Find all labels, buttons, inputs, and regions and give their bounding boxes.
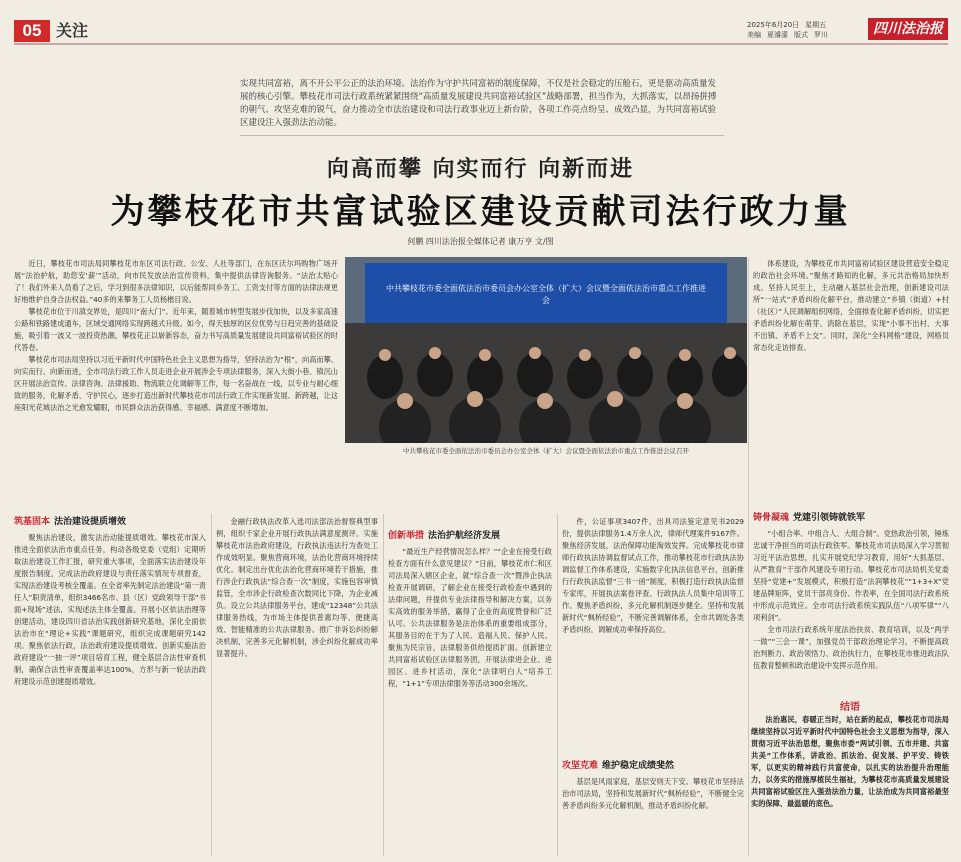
- column-rule: [557, 514, 558, 856]
- column-1: [14, 532, 206, 856]
- intro-paragraph-3: 攀枝花市司法局坚持以习近平新时代中国特色社会主义思想为指导，坚持法治为“根”，向高而攀、向实而行、向新而进，全市司法行政工作人员走进企业开展涉企专项法律服务，深入大街小巷、镇沉山区开展法治宣传、法律咨询、法律援助、物流联立化调解等工作，每一名奋战在一线，以专业与耐心细致的服务，化解矛盾、守护民心，逐步打造出新时代攀枝花市司法行政工作实现新发展、新跨越，让这座阳光花城法治之光愈发耀眼，市民群众法治获得感、幸福感、满意度不断增加。: [14, 355, 338, 412]
- intro-paragraph-2: 攀枝花市位于川滇交界处，是四川“南大门”。近年来，随着城市转型发展步伐加快，以及多家高速公路和铁路建成通车，区域交通网络实现跨越式升级。如今，得天独厚的区位优势与日趋完善的基础设施，吸引着一波又一波投资热潮，攀枝花正以崭新容态，奋力书写高质量发展建设共同富裕试验区的时代答卷。: [14, 307, 338, 352]
- section-heading-2: [388, 530, 500, 542]
- masthead-logo: 四川法治报: [868, 18, 948, 40]
- column-7-text: 全市司法行政系统年度法治扶贫、教育培训，以及“两学一做”“三会一课”，加强党员干部政治理论学习，不断提高政治判断力、政治领悟力、政治执行力，在攀枝花市推进政法队伍教育整顿和政治建设中发挥示范作用。: [753, 625, 949, 670]
- page-header: [0, 0, 961, 44]
- column-3: [388, 546, 552, 856]
- article-title: 为攀枝花市共富试验区建设贡献司法行政力量: [110, 192, 851, 232]
- section-title: 维护稳定成绩斐然: [602, 761, 675, 771]
- column-2: [216, 516, 378, 856]
- photo-banner-text: 中共攀枝花市委全面依法治市委员会办公室全体（扩大）会议暨全面依法治市重点工作推进会: [386, 284, 706, 305]
- issue-date: 2025年6月20日: [747, 21, 800, 29]
- section-keyword: 筑基固本: [14, 517, 51, 527]
- column-5-text: 体系建设，为攀枝花市共同富裕试验区建设营造安全稳定的政治社会环境。”聚焦才路知的化解，多元共治格局加快形成。坚持人民至上，主动融入基层社会治理，创新建设司法所“一站式”矛盾纠纷化解平台，推动建立“乡镇（街道）+村（社区）”人民调解组织网络，全面排查化解矛盾纠纷，切实把矛盾纠纷化解在萌芽、消除在基层，实现“小事不出村、大事不出镇、矛盾不上交”。同时，深化“全科网格”建设，网格员常态化走访排查。: [753, 259, 949, 352]
- layout-label: 版式: [794, 31, 808, 39]
- issue-meta: [747, 20, 867, 40]
- section-heading-3: [562, 760, 674, 772]
- column-1-text: 聚焦法治建设，激发法治动能提质增效。攀枝花市深入推进全面依法治市重点任务，构动各级党委（党组）定期听取法治建设工作汇报，研究重大事项，全面落实法治建设年度报告制度，完成法治政府建设与责任落实情况专项督查，实现法治建设考核全覆盖。在全省率先制定法治建设“第一责任人”职责清单，组织3466名市、县（区）党政领导干部“书面+现场”述法，实现述法主体全覆盖。开展小区依法治理等创建活动，建设四川省法治实践创新研究基地，深化全面依法治市在“理论+实践”课题研究，组织完成课题研究142项。聚焦依法行政，法治政府建设提质增效。创新实施法治政府建设“一抽一评”项目培育工程，健全基层合法性审查机制，确保合法性审查覆盖率达100%，方形与新一轮法治政府建设示范创建提质增效。: [14, 533, 206, 686]
- section-title: 法治护航经济发展: [428, 531, 501, 541]
- column-rule: [383, 514, 384, 856]
- conclusion-paragraph: 法治惠民，春暖正当时，站在新的起点，攀枝花市司法局继续坚持以习近平新时代中国特色社会主义思想为指导，深入贯彻习近平法治思想，聚焦市委“两试引领、五市并建、共富共美”工作体系，讲政治、抓法治、促发展、护平安、铸铁军，以更实的精神践行共富使命，以扎实的法治提升治理能力，以务实的措施厚植民生福祉，为攀枝花市高质量发展建设共同富裕试验区注入强劲法治力量，让法治成为共同富裕最坚实的保障、最温暖的底色。: [751, 715, 949, 808]
- conclusion-title: 结语: [840, 702, 860, 713]
- section-title: 法治建设提质增效: [54, 517, 127, 527]
- issue-weekday: 星期五: [805, 21, 827, 29]
- intro-paragraph-1: 近日，攀枝花市司法局同攀枝花市东区司法行政、公安、人社等部门，在东区沃尔玛购物广场开展“法治护航，助您安‘薪’”活动，向市民发放法治宣传资料，集中提供法律咨询服务。“法治太贴心了！我们外来人员看了之后，学习到很多法律知识，以后能帮同乡务工、工资支付等方面的法律法规更好地维护自身合法权益。”40多的来攀务工人员杨楷目说。: [14, 259, 338, 304]
- conclusion-box: [751, 698, 949, 856]
- section-heading-4: [753, 512, 865, 524]
- meeting-photo: [345, 257, 747, 443]
- column-2-text: 金融行政执法改革入选司法部法治督察典型事例，组织千家企业开展行政执法满意度测评。实施攀枝花市法治政府建设，行政执法违法行为查处工作成效明显。聚焦营商环境，法治化营商环境持续优化。制定出台优化法治化营商环境若干措施，推行涉企行政执法“综合查一次”制度，实施包容审慎监管，全市涉企行政检查次数同比下降，为企业减负。设立公共法律服务平台，建成“12348”公共法律服务热线，为市场主体提供普惠均等、便捷高效、智能精准的公共法律服务。推广非诉讼纠纷解决机制，完善多元化解机制，涉企纠纷化解成功率显著提升。: [216, 517, 378, 658]
- article-subtitle: 向高而攀 向实而行 向新而进: [326, 157, 635, 182]
- page-number: 05: [14, 20, 50, 42]
- conclusion-text: [751, 714, 949, 810]
- section-3-text: 基层是风雨家庭，基层安则天下安。攀枝花市坚持法治市司法局，坚持和发展新时代“枫桥经验”，不断健全完善矛盾纠纷多元化解机制，推动矛盾纠纷化解。: [562, 777, 744, 810]
- column-3-text: “最近生产经营情况怎么样？”“企业在接受行政检查方面有什么意见建议？”日前，攀枝花市仁和区司法局深入辖区企业，就“综合查一次”暨涉企执法检查开展调研，了解企业在接受行政检查中遇到的法律问题，并提供专业法律指导和解决方案，以务实高效的服务举措，赢得了企业的高度赞誉和广泛认可。公共法律服务是法治体系的重要组成部分，其服务目的在于为了人民、造福人民、保护人民。聚焦为民宗旨，法律服务供给提质扩面。创新建立共同富裕试验区法律服务团，开展法律进企业、进园区、进乡村活动，深化“法律明白人”培养工程，“1+1”专项法律服务等活动300余场次。: [388, 547, 552, 688]
- editor-label: 美编: [747, 31, 761, 39]
- layout-name: 罗川: [814, 31, 828, 39]
- photo-caption: 中共攀枝花市委全面依法治市委员会办公室全体（扩大）会议暨全面依法治市重点工作推进会议召开: [403, 447, 689, 455]
- header-divider: [14, 43, 948, 45]
- section-name: 关注: [56, 21, 89, 40]
- section-heading-1: [14, 516, 126, 528]
- section-keyword: 攻坚克难: [562, 761, 599, 771]
- column-4-text: 件，公证事项3407件，出具司法鉴定意见书2029份，提供法律服务1.4万余人次，律师代理案件9167件。聚焦经济发展，法治保障功能淘效发挥。完成攀枝花市律师行政执法协调监督试点工作，推动攀枝花市行政执法协调监督工作体系建设，实施数字化执法信息平台，创新推行行政执法监督“三书一函”制度，积极打造行政执法监督专家库，开展执法案卷评查、行政执法人员集中培训等工作。聚焦矛盾纠纷，多元化解机制逐步健全。坚持和发展新时代“枫桥经验”，不断完善调解体系，全市共调处各类矛盾纠纷，调解成功率保持高位。: [562, 517, 744, 634]
- column-4b: [562, 776, 744, 856]
- column-rule: [211, 514, 212, 856]
- section-keyword: 创新举措: [388, 531, 425, 541]
- column-5: [753, 258, 949, 508]
- column-6-text: “小组合率、中组合人、大组合制”。党热政治引领，锤炼忠诚干净担当的司法行政铁军。攀枝花市司法局深入学习贯彻习近平法治思想，扎实开展党纪学习教育，用好“大抓基层、从严教育”干部作风建设专项行动。攀枝花市司法局机关党委坚持“党建+”发展模式，积极打造“法润攀枝花”“1+3+X”党建品牌矩阵，党员干部亮身份、作表率，在全国司法行政系统中形成示范效应。全市司法行政系统实践队伍“八项军律”“八项利剑”。: [753, 529, 949, 622]
- lead-divider: [240, 135, 724, 136]
- lead-paragraph: 实现共同富裕，离不开公平公正的法治环境。法治作为守护共同富裕的制度保障，不仅是社会稳定的压舱石，更是驱动高质量发展的核心引擎。攀枝花市司法行政系统紧紧围绕“高质量发展建设共同富裕试验区”战略部署，担当作为，大抓落实，以昂扬拼搏的朝气、攻坚克难的锐气，奋力推动全市法治建设和司法行政事业迈上新台阶，各项工作亮点纷呈、成效凸显，为共同富裕试验区建设注入强劲法治动能。: [240, 79, 717, 128]
- editor-name: 夏濬濛: [767, 31, 788, 39]
- section-title: 党建引领铸就铁军: [793, 513, 866, 523]
- column-4: [562, 516, 744, 758]
- intro-column: [14, 258, 338, 454]
- column-rule: [748, 258, 749, 856]
- section-keyword: 铸骨凝魂: [753, 513, 790, 523]
- article-byline: 何鹏 四川法治报全媒体记者 康万亨 文/图: [407, 237, 554, 246]
- column-6: [753, 528, 949, 694]
